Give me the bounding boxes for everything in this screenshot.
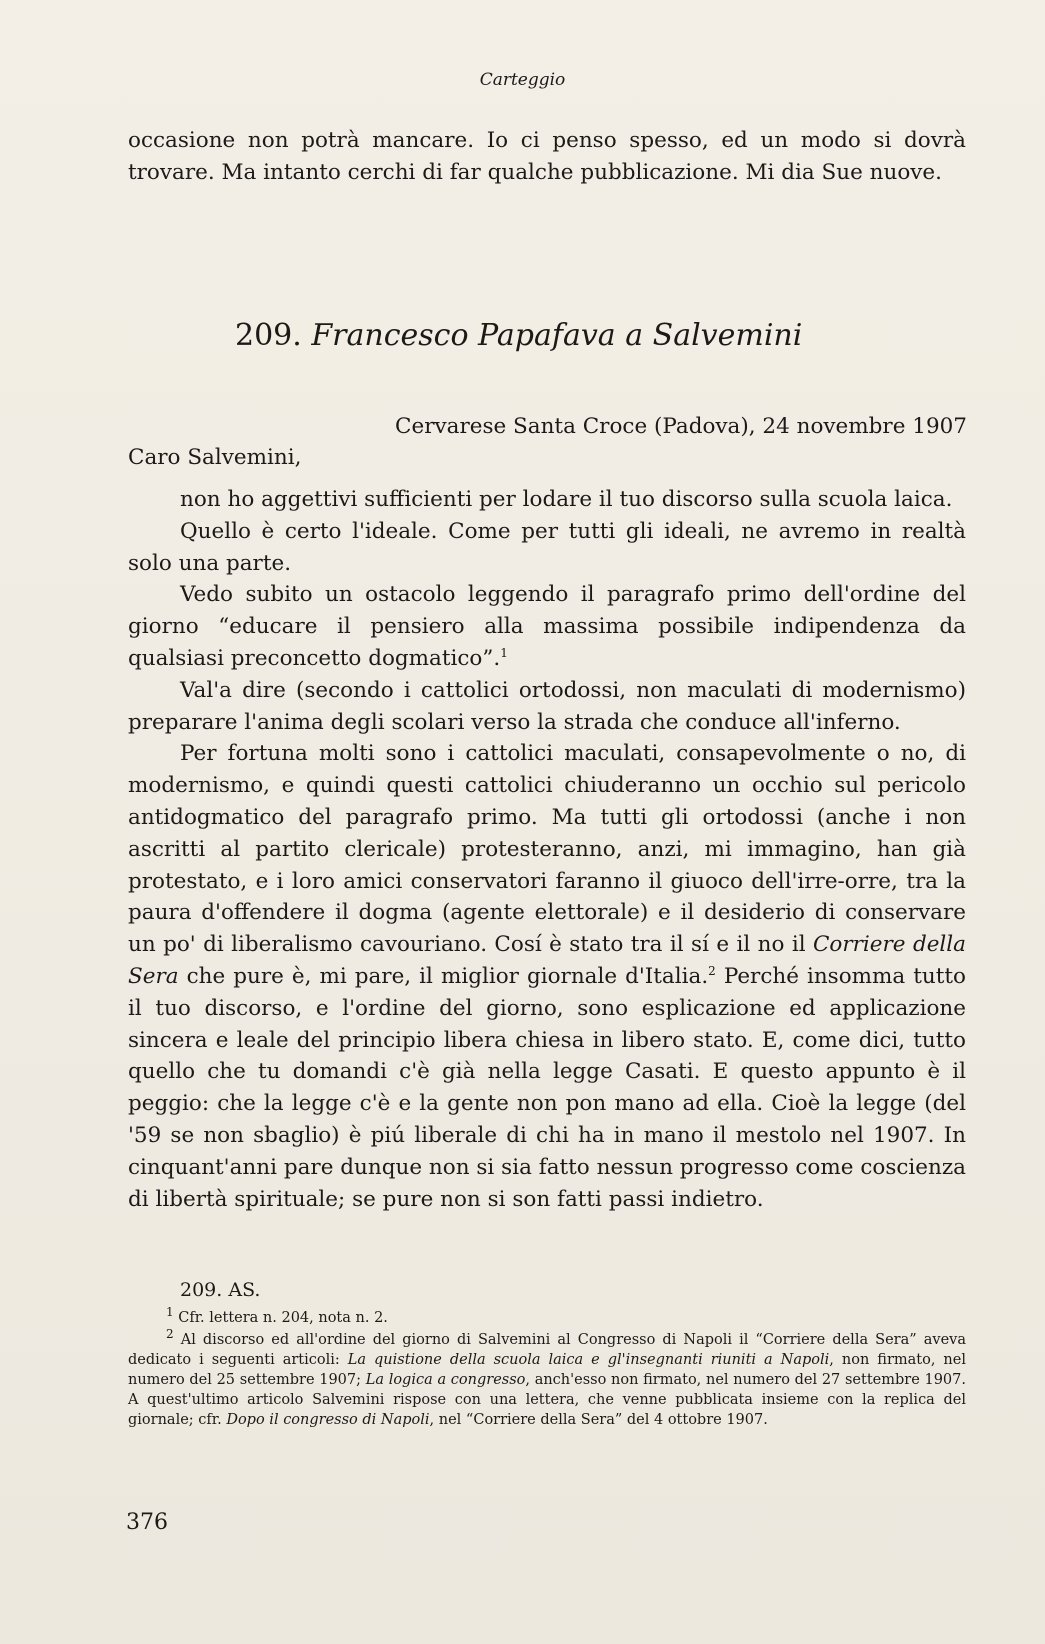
footnote-text: , nel “Corriere della Sera” del 4 ottobre 1907. [429,1412,768,1428]
footnote-text: Al discorso ed all'ordine del giorno di Salvemini al Congresso di Napoli il “Corriere della Sera” aveva dedicato i seguenti articoli: [128,1332,966,1368]
footnote-mark: 1 [166,1305,174,1320]
article-title: La quistione della scuola laica e gl'insegnanti riuniti a Napoli [347,1352,830,1368]
paragraph-text: Per fortuna molti sono i cattolici maculati, consapevolmente o no, di modernismo, e quindi questi cattolici chiuderanno un occhio sul pericolo antidogmatico del paragrafo primo. Ma tutti gli ortodossi (anche i non ascritti al partito clericale) protesteranno, anzi, mi immagino, han già protestato, e i loro amici conservatori faranno il giuoco dell'irre-orre, tra la paura d'offendere il dogma (agente elettorale) e il desiderio di conservare un po' di liberalismo cavouriano. Cosí è stato tra il sí e il no il [128,741,966,958]
footnote-text: Cfr. lettera n. 204, nota n. 2. [178,1310,388,1326]
letter-paragraph [128,738,966,1215]
footnote-1 [128,1305,966,1328]
footnote-ref: 1 [500,645,508,660]
page-number: 376 [126,1510,168,1535]
letter-paragraph: Quello è certo l'ideale. Come per tutti gli ideali, ne avremo in realtà solo una parte. [128,518,966,576]
letter-salutation: Caro Salvemini, [128,445,302,470]
footnote-mark: 2 [166,1327,174,1342]
paragraph-text: Perché insomma tutto il tuo discorso, e l'ordine del giorno, sono esplicazione ed applicazione sincera e leale del principio libera chiesa in libero stato. E, come dici, tutto quello che tu domandi c'è già nella legge Casati. E questo appunto è il peggio: che la legge c'è e la gente non pon mano ad ella. Cioè la legge (del '59 se non sbaglio) è piú liberale di chi ha in mano il mestolo nel 1907. In cinquant'anni pare dunque non si sia fatto nessun progresso come coscienza di libertà spirituale; se pure non si son fatti passi indietro. [128,963,966,1212]
paragraph-text: che pure è, mi pare, il miglior giornale d'Italia. [178,963,709,989]
footnote-text: , non firmato, nel numero del 25 settembre 1907; [128,1352,966,1388]
footnotes [128,1280,966,1430]
footnote-ref: 2 [708,963,716,978]
letter-paragraph: Val'a dire (secondo i cattolici ortodossi, non maculati di modernismo) preparare l'anima degli scolari verso la strada che conduce all'inferno. [128,677,966,735]
article-title: Dopo il congresso di Napoli [226,1412,430,1428]
letter-heading [235,318,802,353]
intro-paragraph-block [128,125,966,189]
letter-paragraph [128,579,966,674]
letter-paragraph: non ho aggettivi sufficienti per lodare il tuo discorso sulla scuola laica. [180,487,953,512]
footnote-2 [128,1327,966,1430]
paragraph-text: Vedo subito un ostacolo leggendo il paragrafo primo dell'ordine del giorno “educare il pensiero alla massima possibile indipendenza da qualsiasi preconcetto dogmatico”. [128,582,966,671]
letter-number: 209. [235,318,302,353]
newspaper-title: Corriere della Sera [128,932,966,989]
footnote-text: , anch'esso non firmato, nel numero del 27 settembre 1907. A quest'ultimo articolo Salvemini rispose con una lettera, che venne pubblicata insieme con la replica del giornale; cfr. [128,1372,966,1428]
letter-title: Francesco Papafava a Salvemini [311,318,803,353]
article-title: La logica a congresso [365,1372,526,1388]
footnote-source: 209. AS. [180,1279,261,1301]
running-head: Carteggio [479,70,566,90]
intro-paragraph: occasione non potrà mancare. Io ci penso spesso, ed un modo si dovrà trovare. Ma intanto cerchi di far qualche pubblicazione. Mi dia Sue nuove. [128,128,966,185]
letter-body [128,484,966,1215]
letter-place-date: Cervarese Santa Croce (Padova), 24 novembre 1907 [395,414,967,439]
